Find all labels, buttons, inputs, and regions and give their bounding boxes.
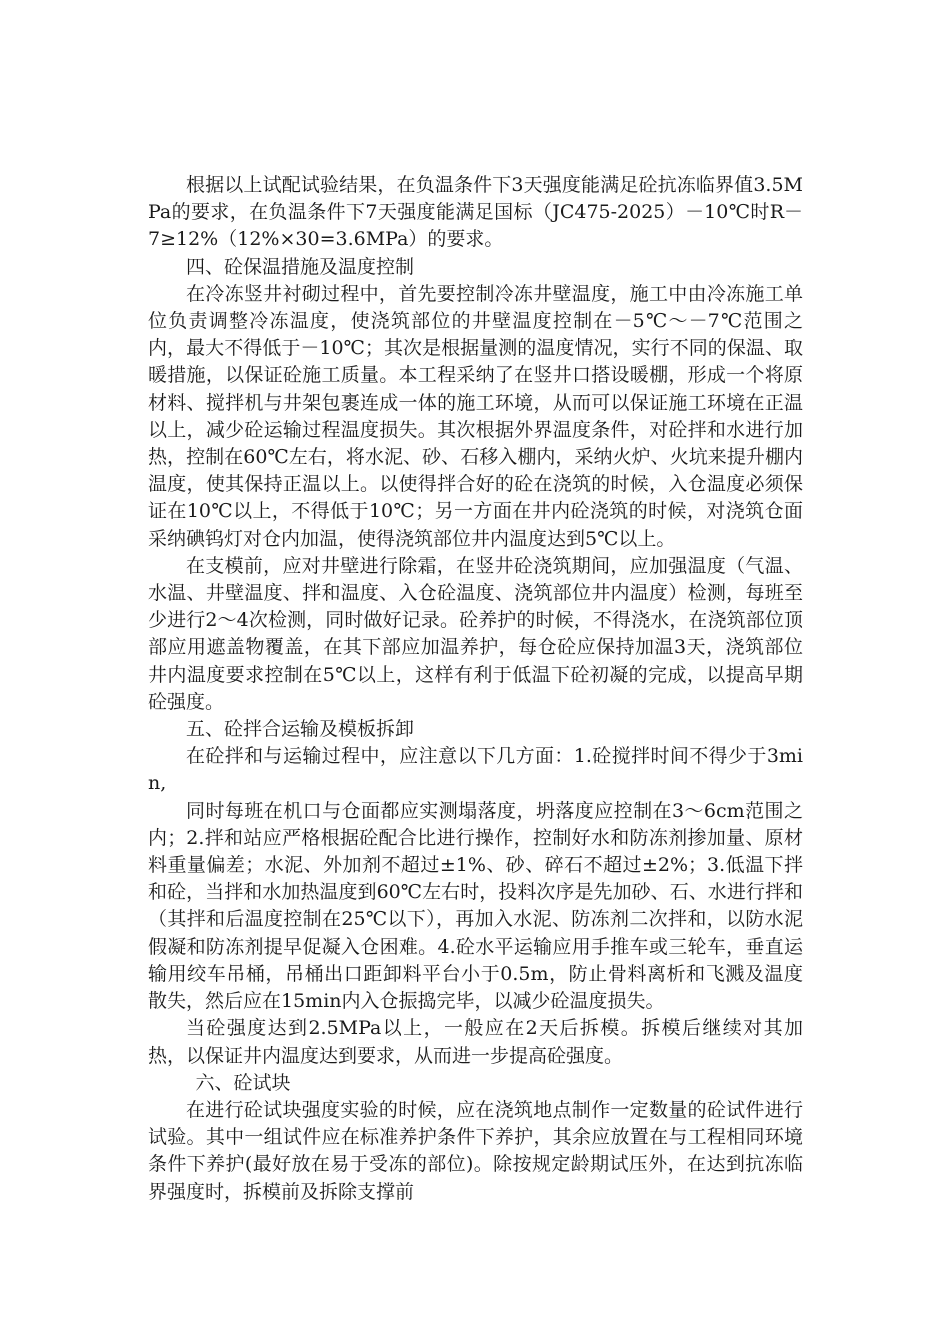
section-heading-6: 六、砼试块 bbox=[195, 1071, 291, 1094]
paragraph-formwork-monitoring: 在支模前，应对井壁进行除霜，在竖井砼浇筑期间，应加强温度（气温、水温、井壁温度、拌和温度、入仓砼温度、浇筑部位井内温度）检测，每班至少进行2～4次检测，同时做好记录。砼养护的时候，不得浇水，在浇筑部位顶部应用遮盖物覆盖，在其下部应加温养护，每仓砼应保持加温3天，浇筑部位井内温度要求控制在5℃以上，这样有利于低温下砼初凝的完成，以提高早期砼强度。 bbox=[148, 554, 803, 713]
section-heading-4: 四、砼保温措施及温度控制 bbox=[186, 255, 415, 278]
section-heading-5: 五、砼拌合运输及模板拆卸 bbox=[186, 718, 415, 741]
paragraph-mixing-details: 同时每班在机口与仓面都应实测塌落度，坍落度应控制在3～6cm范围之内；2.拌和站应严格根据砼配合比进行操作，控制好水和防冻剂掺加量、原材料重量偏差；水泥、外加剂不超过±1%、砂、碎石不超过±2%；3.低温下拌和砼，当拌和水加热温度到60℃左右时，投料次序是先加砂、石、水进行拌和（其拌和后温度控制在25℃以下），再加入水泥、防冻剂二次拌和，以防水泥假凝和防冻剂提早促凝入仓困难。4.砼水平运输应用手推车或三轮车，垂直运输用绞车吊桶，吊桶出口距卸料平台小于0.5m，防止骨料离析和飞溅及温度散失，然后应在15min内入仓振捣完毕，以减少砼温度损失。 bbox=[148, 799, 803, 1013]
paragraph-mixing-intro: 在砼拌和与运输过程中，应注意以下几方面：1.砼搅拌时间不得少于3min, bbox=[148, 745, 803, 795]
document-body bbox=[148, 172, 803, 1206]
paragraph-temperature-control: 在冷冻竖井衬砌过程中，首先要控制冷冻井壁温度，施工中由冷冻施工单位负责调整冷冻温度，使浇筑部位的井壁温度控制在－5℃～－7℃范围之内，最大不得低于－10℃；其次是根据量测的温度情况，实行不同的保温、取暖措施，以保证砼施工质量。本工程采纳了在竖井口搭设暖棚，形成一个将原材料、搅拌机与井架包裹连成一体的施工环境，从而可以保证施工环境在正温以上，减少砼运输过程温度损失。其次根据外界温度条件，对砼拌和水进行加热，控制在60℃左右，将水泥、砂、石移入棚内，采纳火炉、火坑来提升棚内温度，使其保持正温以上。以使得拌合好的砼在浇筑的时候，入仓温度必须保证在10℃以上，不得低于10℃；另一方面在井内砼浇筑的时候，对浇筑仓面采纳碘钨灯对仓内加温，使得浇筑部位井内温度达到5℃以上。 bbox=[148, 282, 803, 550]
paragraph-test-blocks: 在进行砼试块强度实验的时候，应在浇筑地点制作一定数量的砼试件进行试验。其中一组试件应在标准养护条件下养护，其余应放置在与工程相同环境条件下养护(最好放在易于受冻的部位)。除按规定龄期试压外，在达到抗冻临界强度时，拆模前及拆除支撑前 bbox=[148, 1098, 803, 1203]
paragraph-test-results: 根据以上试配试验结果，在负温条件下3天强度能满足砼抗冻临界值3.5MPa的要求，在负温条件下7天强度能满足国标（JC475-2025）－10℃时R－7≥12%（12%×30=3.6MPa）的要求。 bbox=[148, 174, 803, 251]
paragraph-form-removal: 当砼强度达到2.5MPa以上，一般应在2天后拆模。拆模后继续对其加热，以保证井内温度达到要求，从而进一步提高砼强度。 bbox=[148, 1017, 803, 1067]
